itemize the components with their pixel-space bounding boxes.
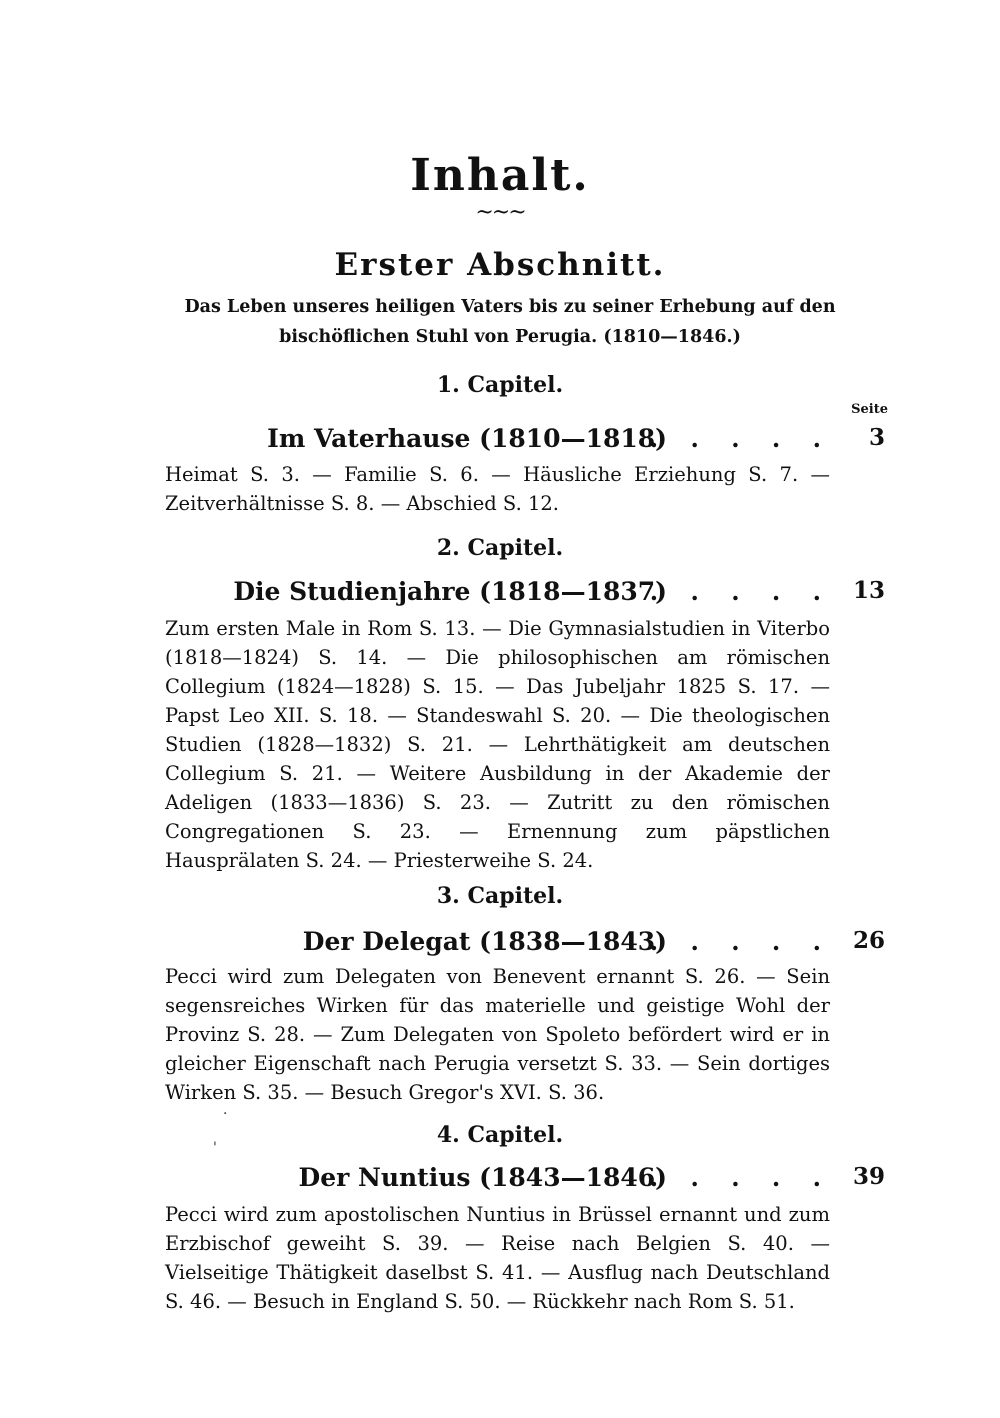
chapter-2-label: 2. Capitel. bbox=[436, 535, 564, 561]
chapter-2-entry bbox=[160, 577, 885, 613]
stray-mark: ' bbox=[213, 1140, 217, 1156]
chapter-3-page-number: 26 bbox=[852, 927, 885, 954]
chapter-1-leader-dots: . . . . . bbox=[649, 424, 833, 453]
chapter-2-title: Die Studienjahre (1818—1837) bbox=[233, 577, 667, 606]
page-title: Inhalt. bbox=[410, 150, 590, 201]
chapter-3-label: 3. Capitel. bbox=[436, 883, 564, 909]
chapter-1-title: Im Vaterhause (1810—1818) bbox=[267, 424, 667, 453]
chapter-1-entry bbox=[160, 424, 885, 460]
stray-mark: · bbox=[223, 1106, 228, 1122]
chapter-3-entry bbox=[160, 927, 885, 963]
chapter-2-page-number: 13 bbox=[852, 577, 885, 604]
chapter-4-label: 4. Capitel. bbox=[436, 1122, 564, 1148]
title-ornament: ~~~ bbox=[475, 200, 525, 225]
chapter-1-label: 1. Capitel. bbox=[436, 372, 564, 398]
page-column-label: Seite bbox=[851, 402, 888, 417]
chapter-4-leader-dots: . . . . . bbox=[649, 1163, 833, 1192]
chapter-4-title: Der Nuntius (1843—1846) bbox=[298, 1163, 667, 1192]
section-subtitle: Das Leben unseres heiligen Vaters bis zu seiner Erhebung auf den bischöflichen Stuhl von Perugia. (1810—1846.) bbox=[184, 297, 836, 347]
chapter-1-summary: Heimat S. 3. — Familie S. 6. — Häusliche Erziehung S. 7. — Zeitverhältnisse S. 8. — Abschied S. 12. bbox=[165, 463, 830, 515]
chapter-2-leader-dots: . . . . . bbox=[649, 577, 833, 606]
chapter-4-page-number: 39 bbox=[852, 1163, 885, 1190]
chapter-4-summary: Pecci wird zum apostolischen Nuntius in Brüssel ernannt und zum Erzbischof geweiht S. 39. — Reise nach Belgien S. 40. — Vielseitige Thätigkeit daselbst S. 41. — Ausflug nach Deutschland S. 46. — Besuch in England S. 50. — Rückkehr nach Rom S. 51. bbox=[165, 1203, 830, 1313]
chapter-3-leader-dots: . . . . . bbox=[649, 927, 833, 956]
chapter-3-title: Der Delegat (1838—1843) bbox=[302, 927, 667, 956]
chapter-3-summary: Pecci wird zum Delegaten von Benevent ernannt S. 26. — Sein segensreiches Wirken für das materielle und geistige Wohl der Provinz S. 28. — Zum Delegaten von Spoleto befördert wird er in gleicher Eigenschaft nach Perugia versetzt S. 33. — Sein dortiges Wirken S. 35. — Besuch Gregor's XVI. S. 36. bbox=[165, 965, 830, 1104]
chapter-4-entry bbox=[160, 1163, 885, 1199]
chapter-2-summary: Zum ersten Male in Rom S. 13. — Die Gymnasialstudien in Viterbo (1818—1824) S. 14. — Die philosophischen am römischen Collegium (1824—1828) S. 15. — Das Jubeljahr 1825 S. 17. — Papst Leo XII. S. 18. — Standeswahl S. 20. — Die theologischen Studien (1828—1832) S. 21. — Lehrthätigkeit am deutschen Collegium S. 21. — Weitere Ausbildung in der Akademie der Adeligen (1833—1836) S. 23. — Zutritt zu den römischen Congregationen S. 23. — Ernennung zum päpstlichen Hausprälaten S. 24. — Priesterweihe S. 24. bbox=[165, 617, 830, 872]
chapter-1-page-number: 3 bbox=[868, 424, 885, 451]
section-heading: Erster Abschnitt. bbox=[334, 247, 666, 283]
